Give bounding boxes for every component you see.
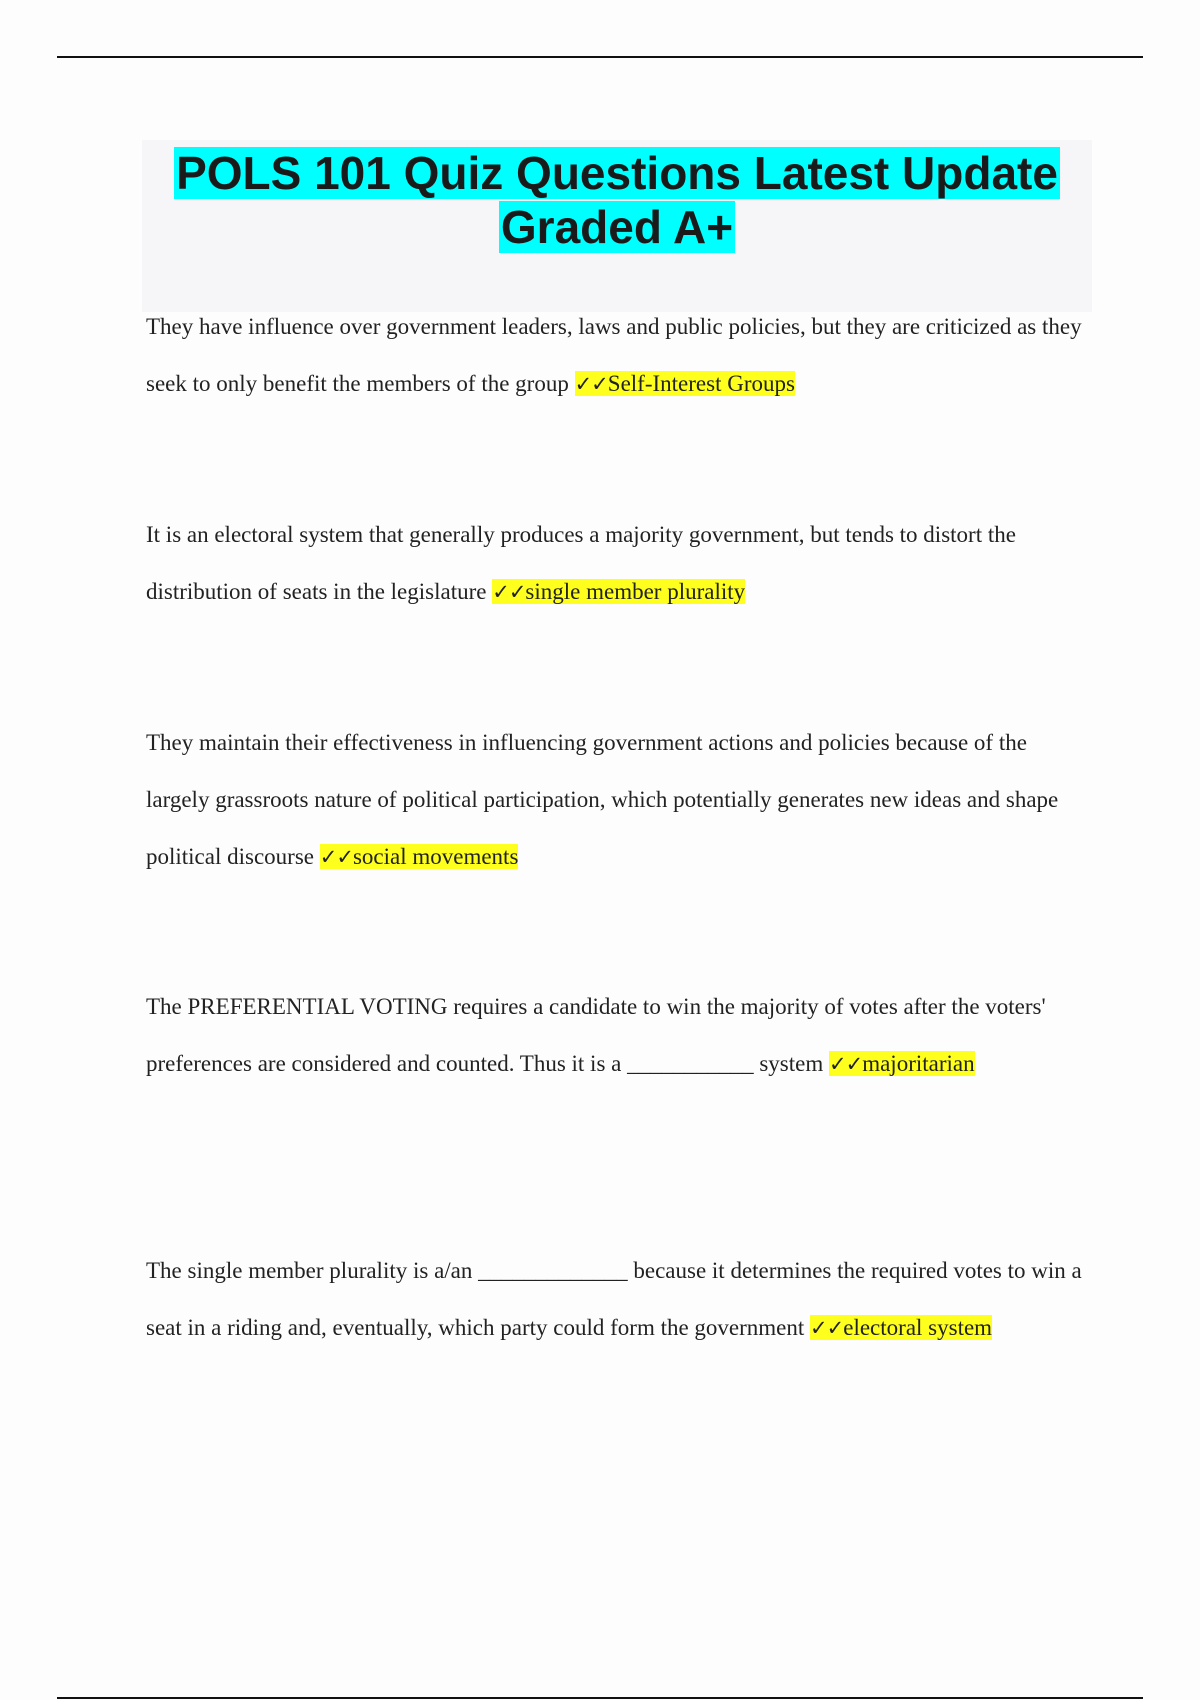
answer-highlight [492,579,745,604]
answer-highlight [810,1315,992,1340]
question-text: The PREFERENTIAL VOTING requires a candidate to win the majority of votes after the voters' preferences are considered and counted. Thus it is a ___________ system [146,994,1046,1076]
title-text: POLS 101 Quiz Questions Latest Update Graded A+ [176,147,1058,253]
answer-highlight [320,844,519,869]
answer-text: majoritarian [862,1051,975,1076]
question-text: The single member plurality is a/an _____________ because it determines the required votes to win a seat in a riding and, eventually, which party could form the government [146,1258,1082,1340]
question-item [146,978,1086,1093]
answer-text: electoral system [843,1315,993,1340]
check-icon: ✓✓ [319,845,353,869]
page-title [142,140,1092,254]
top-rule [57,56,1143,58]
title-block [142,140,1092,312]
question-item [146,714,1086,886]
question-item [146,506,1086,621]
answer-text: Self-Interest Groups [607,371,795,396]
question-text: They maintain their effectiveness in influencing government actions and policies because of the largely grassroots nature of political participation, which potentially generates new ideas and shape political discourse [146,730,1059,869]
answer-text: social movements [352,844,519,869]
check-icon: ✓✓ [492,580,526,604]
question-item [146,298,1086,413]
answer-highlight [575,371,795,396]
question-text: It is an electoral system that generally produces a majority government, but tends to distort the distribution of seats in the legislature [146,522,1016,604]
check-icon: ✓✓ [574,372,608,396]
check-icon: ✓✓ [829,1052,863,1076]
question-item [146,1242,1086,1357]
bottom-rule [57,1697,1143,1699]
check-icon: ✓✓ [810,1316,844,1340]
question-text: They have influence over government leaders, laws and public policies, but they are criticized as they seek to only benefit the members of the group [146,314,1082,396]
answer-text: single member plurality [525,579,746,604]
answer-highlight [829,1051,975,1076]
